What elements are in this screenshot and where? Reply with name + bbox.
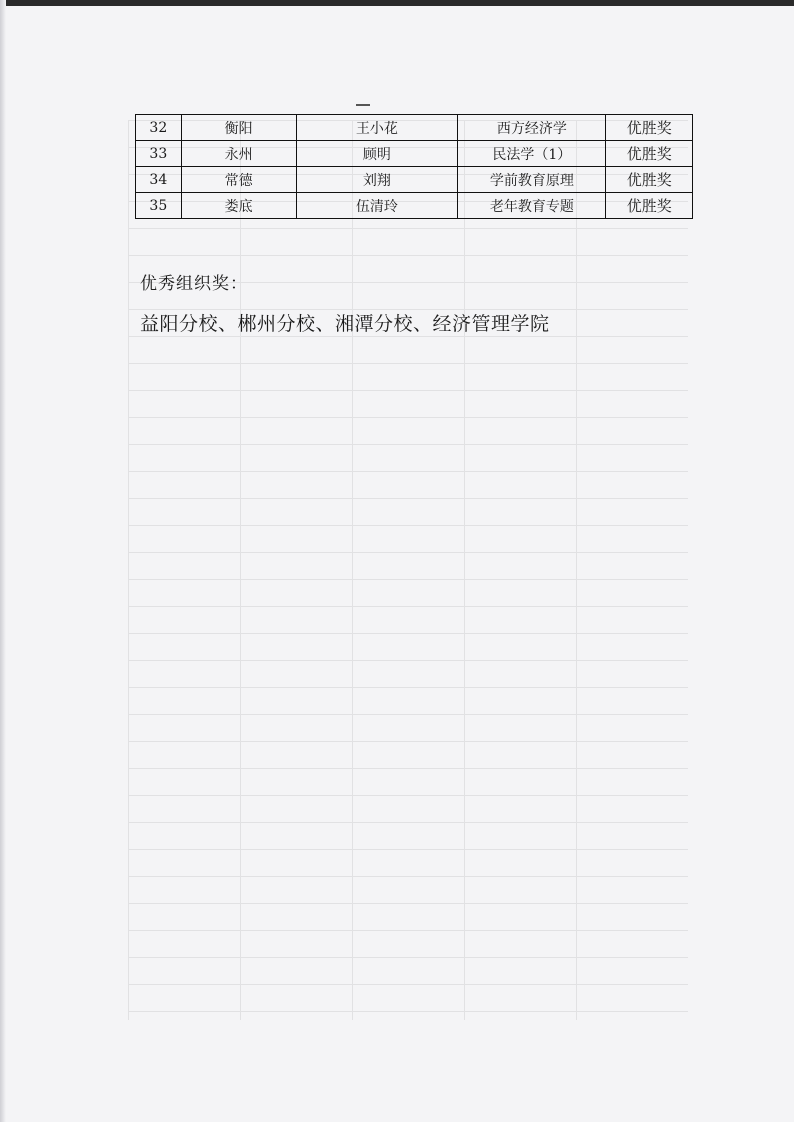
table-row bbox=[136, 167, 693, 193]
course-cell: 西方经济学 bbox=[458, 115, 606, 141]
name-cell: 王小花 bbox=[296, 115, 458, 141]
course-cell: 学前教育原理 bbox=[458, 167, 606, 193]
scan-top-edge bbox=[0, 0, 794, 6]
scan-left-edge bbox=[0, 0, 6, 1122]
bleed-through-texture bbox=[128, 120, 688, 1020]
awards-table bbox=[135, 114, 693, 219]
row-number: 34 bbox=[136, 167, 182, 193]
scan-mark bbox=[356, 104, 370, 106]
branch-cell: 常德 bbox=[181, 167, 296, 193]
row-number: 33 bbox=[136, 141, 182, 167]
name-cell: 顾明 bbox=[296, 141, 458, 167]
course-cell: 老年教育专题 bbox=[458, 193, 606, 219]
branch-cell: 衡阳 bbox=[181, 115, 296, 141]
award-cell: 优胜奖 bbox=[606, 193, 693, 219]
branch-cell: 娄底 bbox=[181, 193, 296, 219]
table-row bbox=[136, 115, 693, 141]
name-cell: 伍清玲 bbox=[296, 193, 458, 219]
table-row bbox=[136, 141, 693, 167]
row-number: 35 bbox=[136, 193, 182, 219]
row-number: 32 bbox=[136, 115, 182, 141]
organization-award-winners: 益阳分校、郴州分校、湘潭分校、经济管理学院 bbox=[140, 313, 550, 335]
organization-award-title: 优秀组织奖： bbox=[140, 274, 248, 294]
award-cell: 优胜奖 bbox=[606, 115, 693, 141]
branch-cell: 永州 bbox=[181, 141, 296, 167]
awards-table-body bbox=[136, 115, 693, 219]
award-cell: 优胜奖 bbox=[606, 167, 693, 193]
table-row bbox=[136, 193, 693, 219]
course-cell: 民法学（1） bbox=[458, 141, 606, 167]
name-cell: 刘翔 bbox=[296, 167, 458, 193]
award-cell: 优胜奖 bbox=[606, 141, 693, 167]
